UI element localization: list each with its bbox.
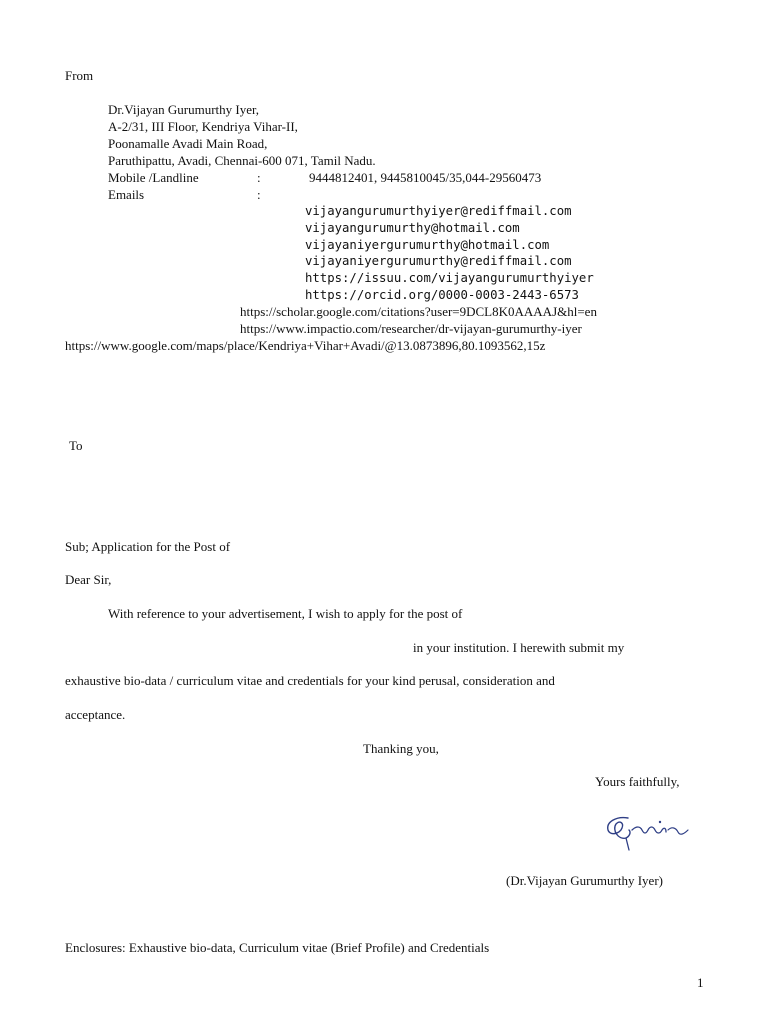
thanks-line: Thanking you,	[363, 741, 439, 756]
profile-link: https://www.impactio.com/researcher/dr-vijayan-gurumurthy-iyer	[240, 321, 582, 336]
body-line: in your institution. I herewith submit my	[413, 640, 625, 655]
email-address: vijayaniyergurumurthy@hotmail.com	[305, 238, 550, 252]
signature-image	[598, 808, 698, 856]
emails-colon: :	[257, 187, 261, 202]
from-label: From	[65, 68, 94, 83]
map-link: https://www.google.com/maps/place/Kendriya+Vihar+Avadi/@13.0873896,80.1093562,15z	[65, 338, 546, 353]
closing-line: Yours faithfully,	[595, 774, 680, 789]
sender-address-line: Paruthipattu, Avadi, Chennai-600 071, Tamil Nadu.	[108, 153, 376, 168]
phone-label: Mobile /Landline	[108, 170, 199, 185]
emails-label: Emails	[108, 187, 145, 202]
signature-name: (Dr.Vijayan Gurumurthy Iyer)	[506, 873, 663, 888]
phone-value: 9444812401, 9445810045/35,044-29560473	[309, 170, 542, 185]
body-line: acceptance.	[65, 707, 126, 722]
page-number: 1	[697, 975, 704, 990]
body-line: With reference to your advertisement, I wish to apply for the post of	[108, 606, 463, 621]
salutation: Dear Sir,	[65, 572, 112, 587]
subject-line: Sub; Application for the Post of	[65, 539, 231, 554]
to-label: To	[69, 438, 83, 453]
email-address: vijayangurumurthyiyer@rediffmail.com	[305, 204, 572, 218]
profile-link: https://orcid.org/0000-0003-2443-6573	[305, 288, 579, 302]
body-line: exhaustive bio-data / curriculum vitae and credentials for your kind perusal, consideration and	[65, 673, 555, 688]
sender-address-line: A-2/31, III Floor, Kendriya Vihar-II,	[108, 119, 298, 134]
profile-link: https://issuu.com/vijayangurumurthyiyer	[305, 271, 594, 285]
email-address: vijayaniyergurumurthy@rediffmail.com	[305, 254, 572, 268]
sender-address-line: Poonamalle Avadi Main Road,	[108, 136, 268, 151]
sender-name: Dr.Vijayan Gurumurthy Iyer,	[108, 102, 260, 117]
email-address: vijayangurumurthy@hotmail.com	[305, 221, 520, 235]
profile-link: https://scholar.google.com/citations?user=9DCL8K0AAAAJ&hl=en	[240, 304, 597, 319]
phone-colon: :	[257, 170, 261, 185]
enclosures-line: Enclosures: Exhaustive bio-data, Curriculum vitae (Brief Profile) and Credentials	[65, 940, 490, 955]
